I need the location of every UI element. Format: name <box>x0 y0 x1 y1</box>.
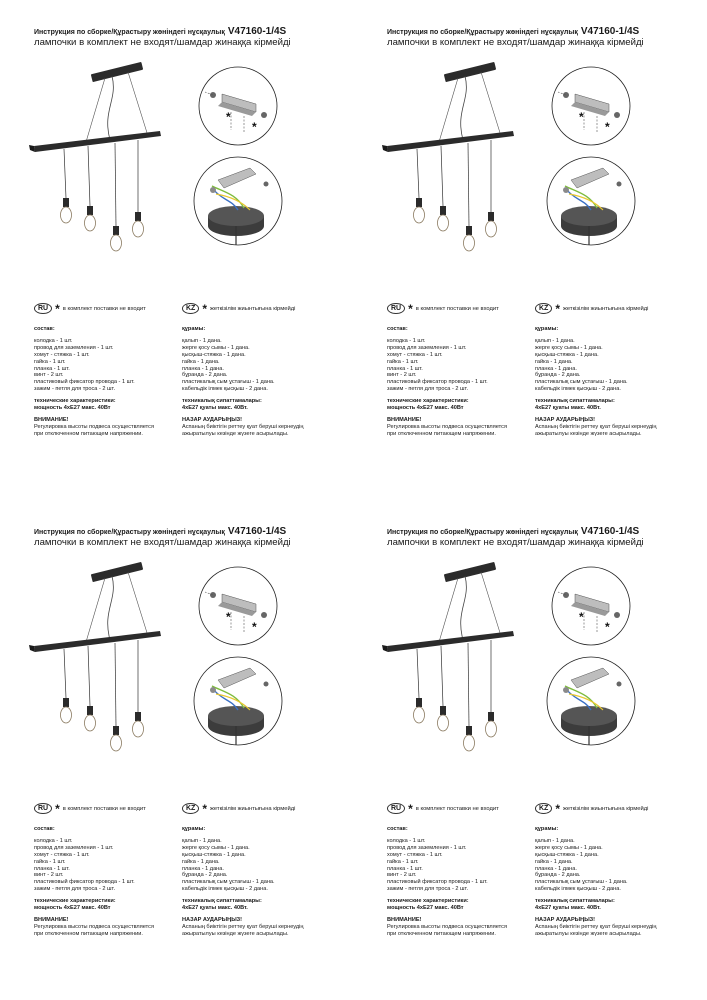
kz-warning-text <box>182 924 303 938</box>
list-item: ажыратылуы кезінде жүзеге асырылады. <box>182 430 289 437</box>
pendant-lamp-illustration <box>29 562 161 751</box>
ru-badge: RU <box>387 303 405 314</box>
ru-badge: RU <box>34 303 52 314</box>
ru-warning-text <box>387 424 507 438</box>
kz-language-row <box>535 803 648 814</box>
list-item: пластикалық сым ұстағыш - 1 дана. <box>182 379 275 386</box>
list-item: провод для заземления - 1 шт. <box>34 344 114 351</box>
list-item: пластиковый фиксатор провода - 1 шт. <box>387 379 488 386</box>
list-item: Регулировка высоты подвеса осуществляется <box>34 423 154 430</box>
list-item: пластиковый фиксатор провода - 1 шт. <box>387 879 488 886</box>
star-mark: * <box>555 801 561 816</box>
list-item: гайка - 1 шт. <box>387 858 419 865</box>
list-item: планка - 1 шт. <box>387 365 423 372</box>
list-item: Регулировка высоты подвеса осуществляется <box>387 923 507 930</box>
list-item: кабельдік ілмек қысқыш - 2 дана. <box>182 386 268 393</box>
list-item: жерге қосу сымы - 1 дана. <box>535 844 603 851</box>
list-item: пластиковый фиксатор провода - 1 шт. <box>34 379 135 386</box>
list-item: қалып - 1 дана. <box>182 337 222 344</box>
list-item: при отключенном питающем напряжении. <box>34 930 143 937</box>
list-item: жерге қосу сымы - 1 дана. <box>182 344 250 351</box>
list-item: при отключенном питающем напряжении. <box>387 930 496 937</box>
list-item: кабельдік ілмек қысқыш - 2 дана. <box>535 886 621 893</box>
kz-warning-text <box>535 424 656 438</box>
assembly-figure <box>353 50 706 265</box>
ru-contents-title: состав: <box>387 326 408 332</box>
kz-specs-value: 4хЕ27 қуаты макс. 40Вт. <box>535 905 601 912</box>
list-item: колодка - 1 шт. <box>387 837 426 844</box>
ru-specs-value: мощность 4хЕ27 макс. 40Вт <box>34 905 111 912</box>
ru-not-included-note: в комплект поставки не входит <box>62 305 146 312</box>
list-item: зажим - петля для троса - 2 шт. <box>387 386 469 393</box>
list-item: жерге қосу сымы - 1 дана. <box>535 344 603 351</box>
list-item: Регулировка высоты подвеса осуществляется <box>387 423 507 430</box>
ru-warning-title: ВНИМАНИЕ! <box>387 916 422 923</box>
ru-warning-text <box>34 424 154 438</box>
ru-contents <box>34 826 154 938</box>
wiring-detail <box>194 657 282 745</box>
ru-not-included-note: в комплект поставки не входит <box>415 805 499 812</box>
list-item: қысқыш-стяжка - 1 дана. <box>535 851 599 858</box>
kz-contents <box>182 326 303 438</box>
list-item: при отключенном питающем напряжении. <box>387 430 496 437</box>
kz-warning-title: НАЗАР АУДАРЫҢЫЗ! <box>535 416 596 423</box>
kz-contents-title: құрамы: <box>535 326 559 332</box>
ru-not-included-note: в комплект поставки не входит <box>62 805 146 812</box>
list-item: ажыратылуы кезінде жүзеге асырылады. <box>182 930 289 937</box>
list-item: гайка - 1 дана. <box>182 358 220 365</box>
ru-warning-text <box>34 924 154 938</box>
list-item: гайка - 1 дана. <box>182 858 220 865</box>
list-item: провод для заземления - 1 шт. <box>387 844 467 851</box>
star-mark: * <box>202 301 208 316</box>
star-mark: * <box>555 301 561 316</box>
ru-warning-title: ВНИМАНИЕ! <box>387 416 422 423</box>
model-number: V47160-1/4S <box>227 526 287 537</box>
list-item: бұранда - 2 дана. <box>535 872 581 879</box>
kz-contents <box>535 326 656 438</box>
kz-specs-value: 4хЕ27 қуаты макс. 40Вт. <box>182 405 248 412</box>
kz-specs-title: техникалық сипаттамалары: <box>535 898 615 905</box>
ru-contents-title: состав: <box>387 826 408 832</box>
list-item: винт - 2 шт. <box>387 372 417 379</box>
star-mark: * <box>605 620 610 634</box>
ru-parts-list <box>387 838 507 893</box>
list-item: колодка - 1 шт. <box>387 337 426 344</box>
list-item: қалып - 1 дана. <box>535 837 575 844</box>
ru-parts-list <box>34 338 154 393</box>
list-item: ажыратылуы кезінде жүзеге асырылады. <box>535 430 642 437</box>
list-item: планка - 1 шт. <box>34 365 70 372</box>
kz-badge: KZ <box>182 303 199 314</box>
pendant-lamp-illustration <box>29 62 161 251</box>
list-item: планка - 1 шт. <box>387 865 423 872</box>
kz-badge: KZ <box>535 803 552 814</box>
ru-warning-text <box>387 924 507 938</box>
kz-parts-list <box>535 838 656 893</box>
list-item: кабельдік ілмек қысқыш - 2 дана. <box>182 886 268 893</box>
assembly-figure <box>0 50 353 265</box>
wiring-detail <box>547 157 635 245</box>
kz-badge: KZ <box>535 303 552 314</box>
ru-contents <box>387 326 507 438</box>
model-number: V47160-1/4S <box>580 26 640 37</box>
assembly-figure <box>0 550 353 765</box>
ru-specs-value: мощность 4хЕ27 макс. 40Вт <box>34 405 111 412</box>
list-item: Аспаның биіктігін реттеу қуат беруші кернеудің <box>535 423 657 430</box>
kz-language-row <box>182 803 295 814</box>
list-item: пластикалық сым ұстағыш - 1 дана. <box>535 879 628 886</box>
bulbs-note: лампочки в комплект не входят/шамдар жинаққа кірмейді <box>34 37 291 48</box>
kz-language-row <box>182 303 295 314</box>
star-mark: * <box>226 110 231 124</box>
list-item: колодка - 1 шт. <box>34 337 73 344</box>
kz-parts-list <box>535 338 656 393</box>
star-mark: * <box>252 120 257 134</box>
ru-specs-value: мощность 4хЕ27 макс. 40Вт <box>387 905 464 912</box>
instruction-title: Инструкция по сборке/Құрастыру жөніндегі нұсқаулық V47160-1/4S <box>34 26 287 37</box>
list-item: винт - 2 шт. <box>387 872 417 879</box>
ru-language-row <box>34 803 146 814</box>
list-item: зажим - петля для троса - 2 шт. <box>34 386 116 393</box>
list-item: бұранда - 2 дана. <box>535 372 581 379</box>
list-item: ажыратылуы кезінде жүзеге асырылады. <box>535 930 642 937</box>
kz-warning-title: НАЗАР АУДАРЫҢЫЗ! <box>182 916 243 923</box>
star-mark: * <box>252 620 257 634</box>
list-item: планка - 1 дана. <box>182 865 224 872</box>
list-item: Регулировка высоты подвеса осуществляется <box>34 923 154 930</box>
instruction-panel-2 <box>353 0 706 500</box>
kz-contents-title: құрамы: <box>535 826 559 832</box>
kz-not-included-note: жеткізілім жиынтығына кірмейді <box>210 305 296 312</box>
instruction-panel-1 <box>0 0 353 500</box>
kz-not-included-note: жеткізілім жиынтығына кірмейді <box>563 805 649 812</box>
pendant-lamp-illustration <box>382 562 514 751</box>
ru-specs-title: технические характеристики: <box>387 898 469 905</box>
list-item: хомут - стяжка - 1 шт. <box>34 851 90 858</box>
ru-specs-title: технические характеристики: <box>34 898 116 905</box>
kz-not-included-note: жеткізілім жиынтығына кірмейді <box>563 305 649 312</box>
list-item: гайка - 1 дана. <box>535 358 573 365</box>
kz-specs-title: техникалық сипаттамалары: <box>535 398 615 405</box>
star-mark: * <box>55 301 60 316</box>
wiring-detail <box>547 657 635 745</box>
ru-language-row <box>34 303 146 314</box>
ru-not-included-note: в комплект поставки не входит <box>415 305 499 312</box>
kz-specs-title: техникалық сипаттамалары: <box>182 898 262 905</box>
ru-specs-title: технические характеристики: <box>34 398 116 405</box>
ceiling-mount-detail <box>199 67 277 145</box>
list-item: гайка - 1 шт. <box>34 858 66 865</box>
list-item: планка - 1 дана. <box>535 365 577 372</box>
list-item: гайка - 1 шт. <box>34 358 66 365</box>
list-item: планка - 1 дана. <box>535 865 577 872</box>
kz-parts-list <box>182 838 303 893</box>
ceiling-mount-detail <box>552 67 630 145</box>
ru-contents-title: состав: <box>34 326 55 332</box>
list-item: Аспаның биіктігін реттеу қуат беруші кернеудің <box>535 923 657 930</box>
ru-language-row <box>387 303 499 314</box>
list-item: колодка - 1 шт. <box>34 837 73 844</box>
list-item: пластикалық сым ұстағыш - 1 дана. <box>535 379 628 386</box>
star-mark: * <box>408 801 413 816</box>
ru-badge: RU <box>34 803 52 814</box>
list-item: пластикалық сым ұстағыш - 1 дана. <box>182 879 275 886</box>
instruction-title: Инструкция по сборке/Құрастыру жөніндегі нұсқаулық V47160-1/4S <box>34 526 287 537</box>
list-item: бұранда - 2 дана. <box>182 872 228 879</box>
ceiling-mount-detail <box>552 567 630 645</box>
list-item: зажим - петля для троса - 2 шт. <box>387 886 469 893</box>
list-item: Аспаның биіктігін реттеу қуат беруші кернеудің <box>182 923 304 930</box>
star-mark: * <box>408 301 413 316</box>
list-item: жерге қосу сымы - 1 дана. <box>182 844 250 851</box>
kz-badge: KZ <box>182 803 199 814</box>
kz-not-included-note: жеткізілім жиынтығына кірмейді <box>210 805 296 812</box>
ru-parts-list <box>387 338 507 393</box>
list-item: пластиковый фиксатор провода - 1 шт. <box>34 879 135 886</box>
kz-contents <box>182 826 303 938</box>
ru-specs-value: мощность 4хЕ27 макс. 40Вт <box>387 405 464 412</box>
list-item: гайка - 1 дана. <box>535 858 573 865</box>
list-item: қысқыш-стяжка - 1 дана. <box>182 851 246 858</box>
star-mark: * <box>579 110 584 124</box>
assembly-figure <box>353 550 706 765</box>
list-item: қысқыш-стяжка - 1 дана. <box>535 351 599 358</box>
ru-contents-title: состав: <box>34 826 55 832</box>
list-item: планка - 1 шт. <box>34 865 70 872</box>
kz-contents-title: құрамы: <box>182 826 206 832</box>
list-item: хомут - стяжка - 1 шт. <box>387 351 443 358</box>
kz-language-row <box>535 303 648 314</box>
wiring-detail <box>194 157 282 245</box>
bulbs-note: лампочки в комплект не входят/шамдар жинаққа кірмейді <box>387 37 644 48</box>
list-item: кабельдік ілмек қысқыш - 2 дана. <box>535 386 621 393</box>
kz-specs-value: 4хЕ27 қуаты макс. 40Вт. <box>182 905 248 912</box>
star-mark: * <box>605 120 610 134</box>
list-item: хомут - стяжка - 1 шт. <box>34 351 90 358</box>
list-item: провод для заземления - 1 шт. <box>34 844 114 851</box>
list-item: Аспаның биіктігін реттеу қуат беруші кернеудің <box>182 423 304 430</box>
instruction-panel-3 <box>0 500 353 1000</box>
list-item: гайка - 1 шт. <box>387 358 419 365</box>
ceiling-mount-detail <box>199 567 277 645</box>
list-item: винт - 2 шт. <box>34 372 64 379</box>
kz-parts-list <box>182 338 303 393</box>
list-item: хомут - стяжка - 1 шт. <box>387 851 443 858</box>
list-item: бұранда - 2 дана. <box>182 372 228 379</box>
ru-warning-title: ВНИМАНИЕ! <box>34 416 69 423</box>
kz-specs-title: техникалық сипаттамалары: <box>182 398 262 405</box>
kz-warning-text <box>182 424 303 438</box>
ru-warning-title: ВНИМАНИЕ! <box>34 916 69 923</box>
star-mark: * <box>226 610 231 624</box>
ru-contents <box>34 326 154 438</box>
kz-contents <box>535 826 656 938</box>
kz-contents-title: құрамы: <box>182 326 206 332</box>
list-item: винт - 2 шт. <box>34 872 64 879</box>
bulbs-note: лампочки в комплект не входят/шамдар жинаққа кірмейді <box>34 537 291 548</box>
list-item: при отключенном питающем напряжении. <box>34 430 143 437</box>
star-mark: * <box>55 801 60 816</box>
ru-parts-list <box>34 838 154 893</box>
list-item: зажим - петля для троса - 2 шт. <box>34 886 116 893</box>
list-item: қысқыш-стяжка - 1 дана. <box>182 351 246 358</box>
star-mark: * <box>579 610 584 624</box>
kz-warning-title: НАЗАР АУДАРЫҢЫЗ! <box>182 416 243 423</box>
list-item: провод для заземления - 1 шт. <box>387 344 467 351</box>
ru-language-row <box>387 803 499 814</box>
ru-badge: RU <box>387 803 405 814</box>
kz-specs-value: 4хЕ27 қуаты макс. 40Вт. <box>535 405 601 412</box>
instruction-panel-4 <box>353 500 706 1000</box>
ru-specs-title: технические характеристики: <box>387 398 469 405</box>
bulbs-note: лампочки в комплект не входят/шамдар жинаққа кірмейді <box>387 537 644 548</box>
model-number: V47160-1/4S <box>580 526 640 537</box>
kz-warning-text <box>535 924 656 938</box>
list-item: планка - 1 дана. <box>182 365 224 372</box>
list-item: қалып - 1 дана. <box>535 337 575 344</box>
list-item: қалып - 1 дана. <box>182 837 222 844</box>
instruction-title: Инструкция по сборке/Құрастыру жөніндегі нұсқаулық V47160-1/4S <box>387 26 640 37</box>
star-mark: * <box>202 801 208 816</box>
kz-warning-title: НАЗАР АУДАРЫҢЫЗ! <box>535 916 596 923</box>
instruction-title: Инструкция по сборке/Құрастыру жөніндегі нұсқаулық V47160-1/4S <box>387 526 640 537</box>
pendant-lamp-illustration <box>382 62 514 251</box>
model-number: V47160-1/4S <box>227 26 287 37</box>
ru-contents <box>387 826 507 938</box>
